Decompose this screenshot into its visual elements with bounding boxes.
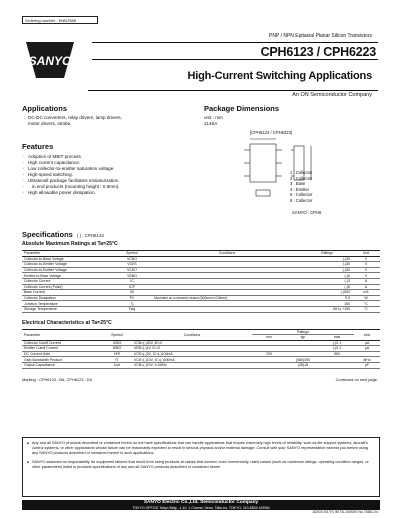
- table-cell: mA: [352, 290, 380, 296]
- table-cell: Emitter-to-Base Voltage: [22, 273, 112, 279]
- table-cell: V: [352, 267, 380, 273]
- pin-item: 4 : Emitter: [290, 186, 310, 192]
- table-cell: MHz: [354, 357, 380, 363]
- table-cell: V: [352, 256, 380, 262]
- elec-heading: Electrical Characteristics at Ta=25°C: [22, 320, 112, 326]
- table-cell: V: [352, 273, 380, 279]
- features-section: [22, 142, 182, 196]
- table-cell: Junction Temperature: [22, 301, 112, 307]
- applications-line: DC-DC converters, relay drivers, lamp drivers,: [28, 115, 122, 120]
- footer-address: TOKYO OFFICE Tokyo Bldg., 1-10, 1 Chome, Ueno, Taito-ku, TOKYO, 110-8534 JAPAN: [132, 505, 270, 510]
- table-cell: Gain-Bandwidth Product: [22, 357, 102, 363]
- table-cell: Emitter Cutoff Current: [22, 346, 102, 352]
- table-cell: DC Current Gain: [22, 351, 102, 357]
- table-cell: µA: [354, 346, 380, 352]
- table-cell: Collector-to-Emitter Voltage: [22, 267, 112, 273]
- column-header: Ratings: [252, 330, 354, 335]
- column-header: max: [320, 335, 354, 341]
- package-drawing: [236, 136, 326, 212]
- specifications-heading-row: [22, 230, 104, 239]
- table-cell: Collector Dissipation: [22, 295, 112, 301]
- table-cell: Storage Temperature: [22, 306, 112, 312]
- table-cell: VCBO: [112, 256, 152, 262]
- table-cell: (360)390: [286, 357, 320, 363]
- footer-bar: [22, 500, 380, 510]
- column-header: Unit: [352, 251, 380, 257]
- table-cell: VCE=(-)10V, IC=(-)300mA: [132, 357, 252, 363]
- table-cell: VCEO: [112, 267, 152, 273]
- column-header: typ: [286, 335, 320, 341]
- feature-item: · Low collector-to-emitter saturation voltage.: [22, 166, 182, 172]
- table-row: [22, 306, 380, 312]
- package-code: 2146A: [204, 121, 218, 127]
- table-cell: Collector Cutoff Current: [22, 340, 102, 346]
- marking-note: Marking : CPH6123 : BA, CPH6223 : DA: [22, 377, 93, 382]
- abs-max-table: [22, 250, 380, 313]
- package-heading: Package Dimensions: [204, 104, 280, 113]
- feature-item: · Ultrasmall package facilitates miniaturization: [22, 178, 182, 184]
- table-cell: °C: [352, 301, 380, 307]
- table-cell: 150: [302, 301, 352, 307]
- column-header: Conditions: [132, 330, 252, 341]
- svg-text:SANYO: SANYO: [28, 54, 72, 68]
- table-cell: ICP: [112, 284, 152, 290]
- specifications-note: ( ) : CPH6123: [76, 233, 104, 238]
- table-cell: ICBO: [102, 340, 132, 346]
- column-header: Symbol: [112, 251, 152, 257]
- table-cell: Cob: [102, 362, 132, 368]
- table-cell: 200: [252, 351, 286, 357]
- table-cell: IC: [112, 278, 152, 284]
- table-cell: A: [352, 278, 380, 284]
- table-cell: Output Capacitance: [22, 362, 102, 368]
- feature-item: · High current capacitance.: [22, 160, 182, 166]
- table-cell: °C: [352, 306, 380, 312]
- column-header: Symbol: [102, 330, 132, 341]
- table-cell: µA: [354, 340, 380, 346]
- part-numbers: CPH6123 / CPH6223: [260, 45, 376, 59]
- abs-max-heading: Absolute Maximum Ratings at Ta=25°C: [22, 241, 118, 247]
- divider: [88, 90, 378, 91]
- pin-item: 2 : Collector: [290, 175, 313, 181]
- pin-item: 1 : Collector: [290, 170, 313, 175]
- table-cell: Tstg: [112, 306, 152, 312]
- table-cell: Collector Current: [22, 278, 112, 284]
- table-cell: VCES: [112, 262, 152, 268]
- table-cell: (-)3: [302, 278, 352, 284]
- table-cell: pF: [354, 362, 380, 368]
- feature-item: · Adoption of MBIT process.: [22, 154, 182, 160]
- applications-heading: Applications: [22, 104, 68, 113]
- table-cell: PC: [112, 295, 152, 301]
- column-header: min: [252, 335, 286, 341]
- part-number-banner: [92, 42, 378, 60]
- column-header: Parameter: [22, 251, 112, 257]
- notice-paragraph: ■ SANYO assumes no responsibility for equipment failures that result from using products at values that exceed, even momentarily, rated values (such as maximum ratings, operating condition ranges, or other parameters) listed in products specifications of any and all SANYO products described or contained herein.: [27, 460, 375, 470]
- pin-item: 6 : Collector: [290, 197, 313, 203]
- page-title: High-Current Switching Applications: [187, 70, 372, 82]
- table-cell: Collector-to-Base Voltage: [22, 256, 112, 262]
- table-cell: 0.9: [302, 295, 352, 301]
- company-line: An ON Semiconductor Company: [292, 92, 372, 98]
- specifications-heading: Specifications: [22, 230, 73, 239]
- table-cell: (-)30: [302, 267, 352, 273]
- table-cell: Collector Current (Pulse): [22, 284, 112, 290]
- table-cell: [152, 306, 302, 312]
- table-cell: fT: [102, 357, 132, 363]
- table-cell: (-)6: [302, 284, 352, 290]
- column-header: Conditions: [152, 251, 302, 257]
- continued-note: Continued on next page.: [335, 377, 378, 382]
- table-cell: VCB=(-)30V, IE=0: [132, 340, 252, 346]
- table-cell: (-)30: [302, 262, 352, 268]
- column-header: Unit: [354, 330, 380, 341]
- table-cell: W: [352, 295, 380, 301]
- table-cell: (-)0.1: [320, 346, 354, 352]
- feature-item: · in end products (mounting height : 0.9mm).: [22, 184, 182, 190]
- table-cell: Tj: [112, 301, 152, 307]
- table-cell: VCB=(-)10V, f=1MHz: [132, 362, 252, 368]
- package-section: [204, 104, 384, 127]
- package-unit: unit : mm: [204, 115, 223, 120]
- elec-char-table: [22, 329, 380, 369]
- column-header: Ratings: [302, 251, 352, 257]
- table-cell: (-)30: [302, 256, 352, 262]
- document-code: 82403 EA TS IM TA-100000 No.7588-1/4: [312, 510, 378, 514]
- table-cell: Collector-to-Emitter Voltage: [22, 262, 112, 268]
- table-cell: [252, 362, 286, 368]
- table-cell: hFE: [102, 351, 132, 357]
- table-cell: VEBO: [112, 273, 152, 279]
- ordering-number: Ordering number : ENN7588: [22, 16, 98, 24]
- applications-line: motor drivers, strobe.: [28, 121, 72, 127]
- notice-paragraph: ■ Any and all SANYO products described or contained herein do not have specifications that can handle applications that require extremely high levels of reliability, such as life-support systems, aircraft's control systems, or other applications whose failure can be reasonably expected to result in serious physical and/or material damage. Consult with your SANYO representative nearest you before using any SANYO products described or contained herein in such applications.: [27, 441, 375, 457]
- sanyo-logo: [22, 40, 78, 80]
- table-cell: (28)18: [286, 362, 320, 368]
- table-cell: Mounted on a ceramic board (600mm²×0.8mm): [152, 295, 302, 301]
- footer-company: SANYO Electric Co.,Ltd. Semiconductor Company: [143, 500, 259, 505]
- table-cell: V: [352, 262, 380, 268]
- table-cell: VCE=(-)2V, IC=(-)100mA: [132, 351, 252, 357]
- feature-item: · High allowable power dissipation.: [22, 190, 182, 196]
- drawing-label: [CPH6123 / CPH6223]: [250, 130, 293, 135]
- feature-item: · High-speed switching.: [22, 172, 182, 178]
- table-cell: (-)6: [302, 273, 352, 279]
- table-cell: [320, 362, 354, 368]
- table-cell: (-)600: [302, 290, 352, 296]
- table-cell: Base Current: [22, 290, 112, 296]
- notice-box: [22, 437, 380, 497]
- table-cell: (-)0.1: [320, 340, 354, 346]
- transistor-type: PNP / NPN Epitaxial Planar Silicon Transistors: [268, 33, 372, 39]
- pin-item: 5 : Collector: [290, 192, 313, 198]
- table-cell: IB: [112, 290, 152, 296]
- table-cell: A: [352, 284, 380, 290]
- table-cell: IEBO: [102, 346, 132, 352]
- applications-section: [22, 104, 172, 127]
- features-heading: Features: [22, 142, 54, 151]
- table-cell: -55 to +150: [302, 306, 352, 312]
- column-header: Parameter: [22, 330, 102, 341]
- pin-list: [290, 170, 312, 204]
- table-row: [22, 362, 380, 368]
- brand-note: SANYO : CPH6: [292, 210, 322, 215]
- table-cell: 560: [320, 351, 354, 357]
- table-cell: VEB=(-)4V, IC=0: [132, 346, 252, 352]
- pin-item: 3 : Base: [290, 181, 306, 187]
